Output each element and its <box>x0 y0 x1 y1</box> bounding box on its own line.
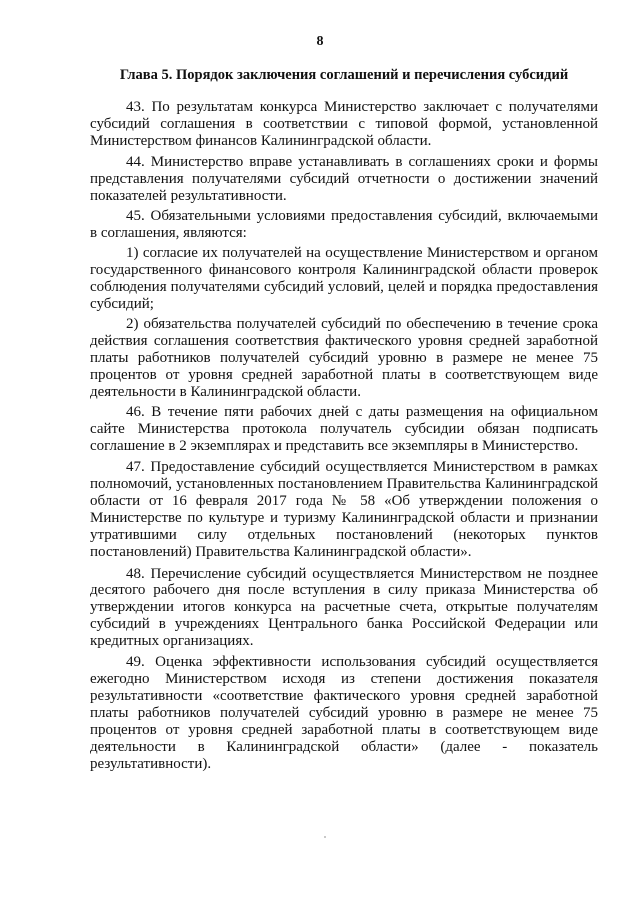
paragraph-45-item-1: 1) согласие их получателей на осуществление Министерством и органом государственного финансового контроля Калининградской области проверок соблюдения получателями субсидий условий, целей и порядка предоставления субсидий; <box>90 245 598 312</box>
paragraph-45-item-2: 2) обязательства получателей субсидий по обеспечению в течение срока действия соглашения соответствия фактического уровня средней заработной платы работников получателей субсидий уровню в размере не менее 75 процентов от уровня средней заработной платы в соответствующем виде деятельности в Калининградской области. <box>90 315 598 400</box>
scan-speck <box>324 836 326 838</box>
paragraph-45: 45. Обязательными условиями предоставления субсидий, включаемыми в соглашения, являются: <box>90 208 598 242</box>
page-number: 8 <box>316 34 324 49</box>
chapter-title: Глава 5. Порядок заключения соглашений и перечисления субсидий <box>119 67 569 83</box>
paragraph-48: 48. Перечисление субсидий осуществляется Министерством не позднее десятого рабочего дня после вступления в силу приказа Министерства об утверждении итогов конкурса на расчетные счета, открытые получателям субсидий в учреждениях Центрального банка Российской Федерации или кредитных организациях. <box>90 565 598 650</box>
document-body <box>90 99 598 772</box>
paragraph-49: 49. Оценка эффективности использования субсидий осуществляется ежегодно Министерством исходя из степени достижения показателя результативности «соответствие фактического уровня средней заработной платы работников получателей субсидий уровню в размере не менее 75 процентов от уровня средней заработной платы в соответствующем виде деятельности в Калининградской области» (далее - показатель результативности). <box>90 654 598 772</box>
paragraph-43: 43. По результатам конкурса Министерство заключает с получателями субсидий соглашения в соответствии с типовой формой, установленной Министерством финансов Калининградской области. <box>90 99 598 149</box>
paragraph-46: 46. В течение пяти рабочих дней с даты размещения на официальном сайте Министерства протокола получатель субсидии обязан подписать соглашение в 2 экземплярах и представить все экземпляры в Министерство. <box>90 404 598 455</box>
paragraph-47: 47. Предоставление субсидий осуществляется Министерством в рамках полномочий, установленных постановлением Правительства Калининградской области от 16 февраля 2017 года № 58 «Об утверждении положения о Министерстве по культуре и туризму Калининградской области и признании утратившими силу отдельных постановлений (некоторых пунктов постановлений) Правительства Калининградской области». <box>90 459 598 560</box>
paragraph-44: 44. Министерство вправе устанавливать в соглашениях сроки и формы представления получателями субсидий отчетности о достижении значений показателей результативности. <box>90 153 598 204</box>
